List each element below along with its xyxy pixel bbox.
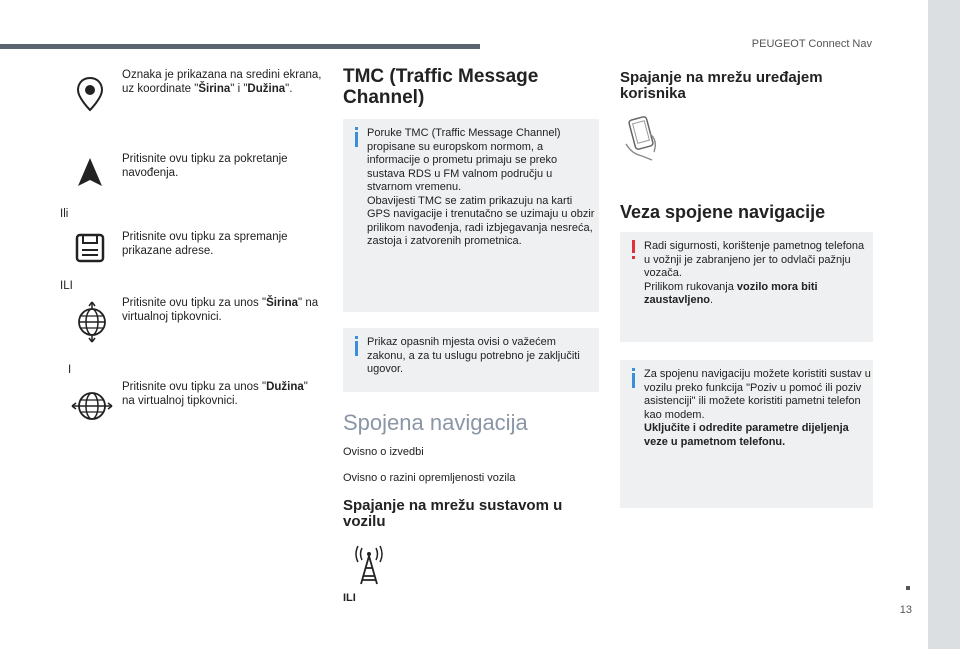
globe-longitude-icon (70, 384, 114, 428)
separator-ili-1: Ili (60, 208, 69, 220)
section-title-connected-nav: Spojena navigacija (343, 410, 528, 435)
separator-i: I (68, 364, 72, 376)
page-number: 13 (899, 604, 912, 616)
antenna-tower-icon (351, 544, 387, 586)
smartphone-hand-icon (622, 114, 666, 162)
page-dot (906, 586, 910, 590)
tmc-info-box-2 (343, 328, 599, 392)
paragraph-variant: Ovisno o izvedbi (343, 446, 424, 458)
header-bar (0, 44, 480, 49)
warning-icon (630, 240, 640, 260)
veza-title: Veza spojene navigacije (620, 202, 826, 222)
navigation-arrow-icon (70, 152, 110, 192)
paragraph-equipment: Ovisno o razini opremljenosti vozila (343, 472, 516, 484)
tmc-info-text: Poruke TMC (Traffic Message Channel) propisane su europskom normom, a informacije o prometu primaju se preko sustava RDS u FM valnom području u stvarnom vremenu. Obavijesti TMC se zatim prikazuju na karti GPS navigacije i trenutačno se uzimaju u obzir prilikom navođenja, radi izbjegavanja nesreća, zastoja i zatvorenih prometnica. (367, 127, 595, 247)
device-connection-title: Spajanje na mrežu uređajem korisnika (620, 69, 823, 102)
separator-ili-2: ILI (60, 280, 73, 292)
map-pin-icon (70, 74, 110, 114)
middle-column (343, 66, 599, 604)
save-icon (70, 228, 110, 268)
system-connection-title: Spajanje na mrežu sustavom u vozilu (343, 497, 563, 530)
warning-text: Radi sigurnosti, korištenje pametnog telefona u vožnji je zabranjeno jer to odvlači pažnju vozača. Prilikom rukovanja vozilo mora biti zaustavljeno. (644, 240, 865, 306)
brand-label: PEUGEOT Connect Nav (751, 38, 872, 50)
side-tab (928, 0, 960, 649)
info-icon (353, 336, 363, 356)
tmc-title: TMC (Traffic Message Channel) (343, 66, 539, 108)
info-icon (353, 127, 363, 147)
smartphone-info-text: Za spojenu navigaciju možete koristiti sustav u vozilu preko funkcija "Poziv u pomoć ili poziv asistenciji" ili možete koristiti pametni telefon kao modem. Uključite i odredite parametre dijeljenja veze u pametnom telefonu. (644, 368, 871, 448)
info-box-smartphone (620, 360, 873, 508)
tmc-info-text-2: Prikaz opasnih mjesta ovisi o važećem zakonu, a za tu uslugu potrebno je zaključiti ugovor. (367, 336, 580, 375)
tmc-info-box (343, 119, 599, 312)
globe-latitude-icon (70, 300, 114, 344)
ili-label: ILI (343, 592, 356, 604)
warning-box (620, 232, 873, 342)
info-icon (630, 368, 640, 388)
